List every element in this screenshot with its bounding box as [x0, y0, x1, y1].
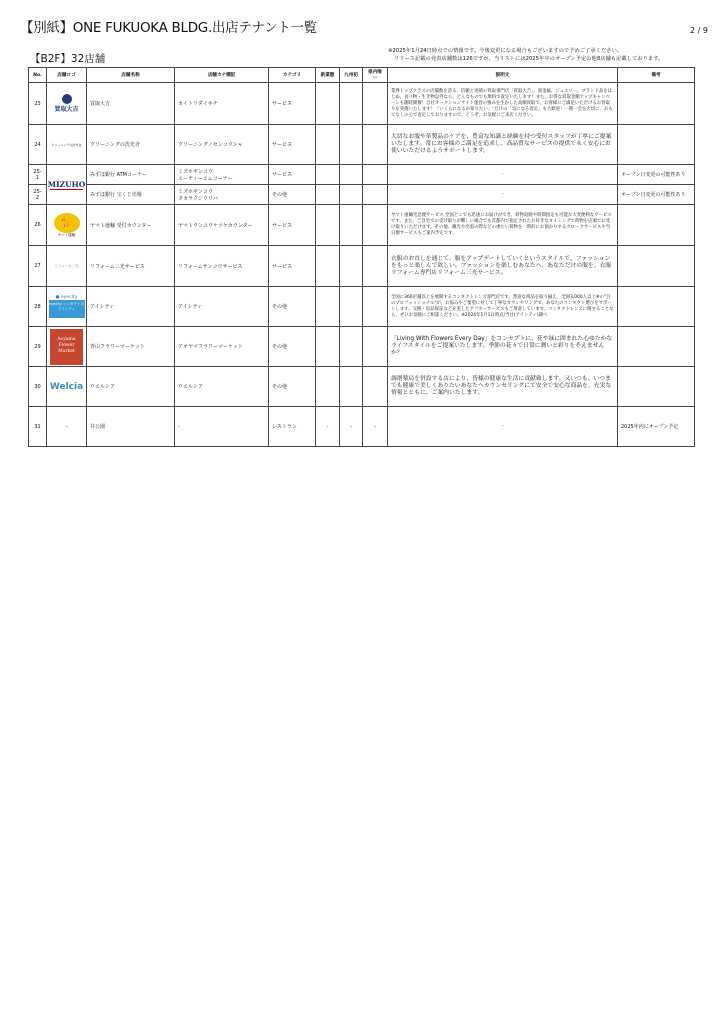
store-name: クリーニングの洗光舎 [87, 125, 175, 165]
logo-text: - [65, 423, 68, 430]
store-category: その他 [269, 367, 316, 407]
store-remark [618, 246, 695, 287]
store-number: 28 [29, 287, 47, 327]
store-category: サービス [269, 165, 316, 185]
logo-text: Welcia [49, 381, 84, 392]
store-flag [316, 185, 340, 205]
store-flag [316, 287, 340, 327]
store-flag [363, 83, 388, 125]
store-remark [618, 367, 695, 407]
notice-line: リリース記載の発表店舗数は126ですが、当リストには2025年中のオープン予定の他8店舗も記載しております。 [394, 55, 664, 62]
store-flag [340, 125, 363, 165]
notice-line: ※2025年1月24日時点での情報です。今後変更になる場合もございますので予めご了承ください。 [388, 48, 623, 54]
column-header: 説明文 [388, 68, 618, 83]
store-description: - [388, 185, 618, 205]
store-name: リフォーム三光サービス [87, 246, 175, 287]
table-row [29, 407, 695, 447]
column-header: 九州初 [340, 68, 363, 83]
store-kana: - [175, 407, 269, 447]
store-flag: - [316, 407, 340, 447]
store-flag [316, 367, 340, 407]
store-remark: オープン日変更の可能性あり [618, 165, 695, 185]
store-flag [363, 287, 388, 327]
floor-subtitle: 【B2F】32店舗 [30, 53, 106, 65]
table-row [29, 83, 695, 125]
column-header: 店舗カナ標記 [175, 68, 269, 83]
column-header: カテゴリ [269, 68, 316, 83]
column-header: 店舗ロゴ [47, 68, 87, 83]
table-row [29, 287, 695, 327]
column-header: 店舗名称 [87, 68, 175, 83]
store-flag [363, 367, 388, 407]
store-logo [47, 83, 87, 125]
store-logo [47, 367, 87, 407]
table-row [29, 185, 695, 205]
store-name: 買取大吉 [87, 83, 175, 125]
store-logo [47, 327, 87, 367]
logo-text: 買取大吉 [54, 106, 79, 113]
tenant-table [28, 67, 695, 447]
logo-text: クリーニングの洗光舎 [51, 142, 82, 147]
store-number: 29 [29, 327, 47, 367]
store-logo [47, 407, 87, 447]
store-remark [618, 287, 695, 327]
store-name: アイシティ [87, 287, 175, 327]
store-name: ヤマト運輸 受付カウンター [87, 205, 175, 246]
store-kana: リフォームサンコウサービス [175, 246, 269, 287]
store-flag [340, 165, 363, 185]
store-number: 31 [29, 407, 47, 447]
store-category: レストラン [269, 407, 316, 447]
store-category: サービス [269, 246, 316, 287]
store-logo [47, 125, 87, 165]
store-remark [618, 125, 695, 165]
store-category: サービス [269, 83, 316, 125]
column-header: 新業態 [316, 68, 340, 83]
table-row [29, 165, 695, 185]
store-flag [340, 287, 363, 327]
logo-text: MIZUHO [47, 179, 86, 189]
store-number: 24 [29, 125, 47, 165]
store-flag [340, 205, 363, 246]
store-flag [340, 327, 363, 367]
store-name: 井公園 [87, 407, 175, 447]
table-row [29, 205, 695, 246]
store-name: みずほ銀行 宝くじ売場 [87, 185, 175, 205]
store-flag [316, 327, 340, 367]
store-flag [316, 83, 340, 125]
store-number: 25-2 [29, 185, 47, 205]
store-description: 全国に360店舗以上を展開するコンタクトレンズ専門店です。豊富な商品を取り揃え、全国3,000人以上※の"目のプロフェッショナル"が、お悩みやご要望に対して丁寧なカウンセリングで、あなたのコンタクト選びをサポートします。交換・返品保証など充実したアフターサービスもご用意しています。コンタクトレンズに関することなら、ぜひお気軽にご相談ください。※2024年1月1日時点/当社(アイシティ)調べ [388, 287, 618, 327]
store-logo: 🐈 ヤマト運輸 [47, 205, 87, 246]
store-description: 「Living With Flowers Every Day」をコンセプトに、花や緑に囲まれた心ゆたかなライフスタイルをご提案いたします。季節の花々で日常に潤いと彩りをそえませんか？ [388, 327, 618, 367]
table-row [29, 125, 695, 165]
column-header: No. [29, 68, 47, 83]
store-flag [363, 185, 388, 205]
store-number: 26 [29, 205, 47, 246]
store-name: 青山フラワーマーケット [87, 327, 175, 367]
store-kana: クリーニングノセンコウシャ [175, 125, 269, 165]
store-kana: ウエルシア [175, 367, 269, 407]
store-description: 業界トップクラスの店舗数を誇る、信頼と実績の買取専門店「買取大吉」。貴金属、ジュエリー、ブランド品をはじめ、食べ物・生き物以外なら、どんなものでも無料で査定いたします！また、お得な買取金額アップキャンペーンも随時開催！自社オークションサイト運営の強みを生かした高額買取で、お客様にご満足いただけるお買取りを実施いたします！「いくらになるか知りたい」「だけの「気になる査定」も大歓迎！一期一会を大切に、おもてなしの心で査定しておりますので、どうぞ、お気軽にご来店ください。 [388, 83, 618, 125]
store-remark [618, 327, 695, 367]
store-name: ウエルシア [87, 367, 175, 407]
store-description: 大切なお服や革製品のケアを、豊富な知識と経験を持つ受付スタッフが丁寧にご提案いたします。常にお客様のご満足を追求し、高品質なサービスの提供で永く安心にお使いいただけるようサポートします。 [388, 125, 618, 165]
store-kana: アオヤマフラワーマーケット [175, 327, 269, 367]
logo-text: リフォーム三光 [54, 263, 79, 268]
store-flag [316, 205, 340, 246]
store-flag: - [363, 407, 388, 447]
store-kana: カイトリダイキチ [175, 83, 269, 125]
store-description: - [388, 407, 618, 447]
store-number: 27 [29, 246, 47, 287]
store-logo [47, 165, 87, 205]
logo-text: Aoyama Flower Market [50, 329, 83, 365]
store-flag [316, 125, 340, 165]
store-flag [363, 327, 388, 367]
column-header: 備考 [618, 68, 695, 83]
store-flag [316, 165, 340, 185]
store-flag [340, 185, 363, 205]
document-title: 【別紙】ONE FUKUOKA BLDG.出店テナント一覧 [20, 20, 317, 36]
store-category: サービス [269, 125, 316, 165]
store-kana: ミズホギンコウ エーティーエムコーナー [175, 165, 269, 185]
page-number: 2 / 9 [690, 26, 708, 35]
store-number: 25-1 [29, 165, 47, 185]
store-logo: ● eyecity eyecity コンタクトのアイシティ [47, 287, 87, 327]
store-description: 衣服のお直しを通じて、服をアップデートしていくというスタイルで、ファッションをもっと楽しんで欲しい。ファッションを楽しむあなたへ、あなただけの服を。衣服リフォーム専門店リフォーム三光サービス。 [388, 246, 618, 287]
store-category: その他 [269, 327, 316, 367]
notice [388, 48, 663, 63]
store-flag [340, 246, 363, 287]
store-kana: ミズホギンコウ タカラクジウリバ [175, 185, 269, 205]
store-logo [47, 246, 87, 287]
logo-text: eyecity コンタクトのアイシティ [49, 300, 85, 318]
store-remark: 2025年内にオープン予定 [618, 407, 695, 447]
store-description: - [388, 165, 618, 185]
store-flag [363, 165, 388, 185]
store-remark [618, 205, 695, 246]
table-row [29, 367, 695, 407]
store-description: ヤマト運輸宅急便サービス 全国どこでも迅速にお届けができ、荷物追跡や時間指定も可能な大変便利なサービスです。また、ご自宅での受け取りが難しい場合でも首都内で指定されたお好きなタイミングで荷物を店頭でお受け取りいただけます。その他、観光や出張の際などの重たい荷物を一時的にお預かりするクロークサービスや当日便サービスもご案内予定です。 [388, 205, 618, 246]
store-kana: アイシティ [175, 287, 269, 327]
store-flag [363, 246, 388, 287]
store-flag [363, 205, 388, 246]
store-number: 30 [29, 367, 47, 407]
store-flag [363, 125, 388, 165]
logo-text: ヤマト運輸 [57, 232, 76, 237]
store-remark: オープン日変更の可能性あり [618, 185, 695, 205]
store-kana: ヤマトウンユウケツケカウンター [175, 205, 269, 246]
table-row [29, 327, 695, 367]
store-category: その他 [269, 287, 316, 327]
store-remark [618, 83, 695, 125]
store-flag: - [340, 407, 363, 447]
store-category: その他 [269, 185, 316, 205]
store-name: みずほ銀行 ATMコーナー [87, 165, 175, 185]
table-row [29, 246, 695, 287]
store-flag [340, 367, 363, 407]
column-header: 県内唯一 [363, 68, 388, 83]
store-number: 23 [29, 83, 47, 125]
store-flag [316, 246, 340, 287]
store-category: サービス [269, 205, 316, 246]
store-flag [340, 83, 363, 125]
store-description: 調剤薬局を併設する店により、皆様の健康な生活に貢献致します。又いつも、いつまでも健康で美しくありたいあなたへカウンセリングにて安全で安心な商品を、充実な情報とともに、ご案内いたします。 [388, 367, 618, 407]
